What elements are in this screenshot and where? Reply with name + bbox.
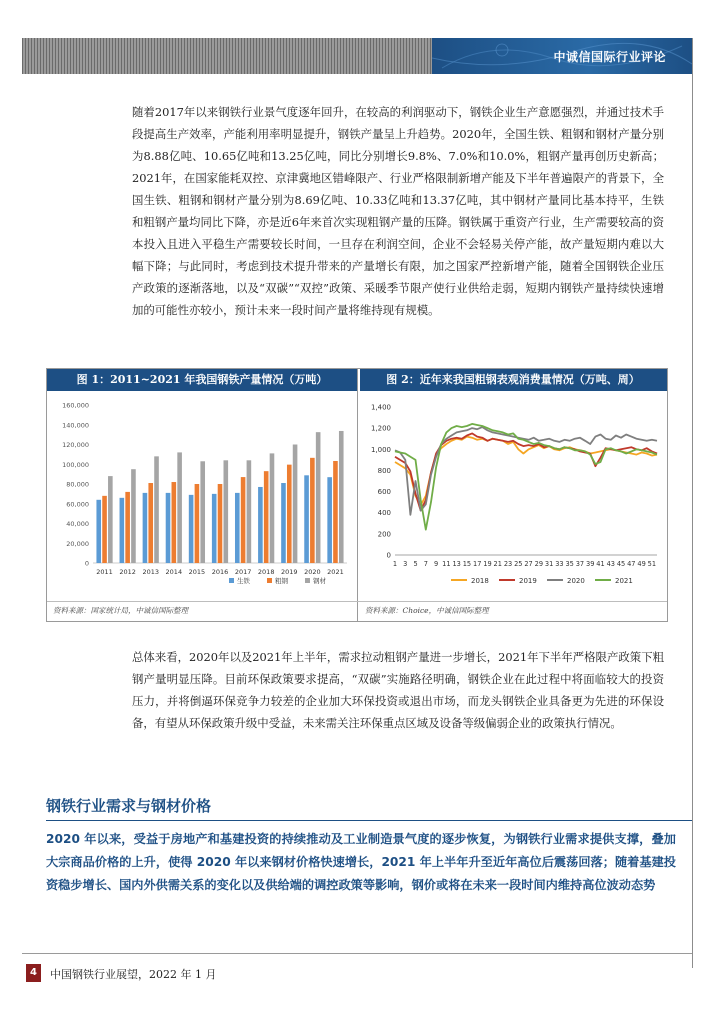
x-tick-label: 2019	[280, 568, 298, 576]
x-tick-label: 2018	[257, 568, 275, 576]
x-tick-label: 13	[452, 560, 461, 568]
figure-divider	[357, 369, 360, 621]
x-tick-label: 27	[524, 560, 533, 568]
y-tick-label: 60,000	[66, 500, 89, 509]
x-tick-label: 19	[483, 560, 492, 568]
y-tick-label: 400	[377, 509, 391, 518]
bar-钢材-2011	[108, 476, 113, 563]
y-tick-label: 160,000	[62, 401, 89, 410]
y-tick-label: 120,000	[62, 441, 89, 449]
series-line-2019	[395, 433, 657, 510]
legend-swatch	[305, 578, 310, 583]
bar-粗钢-2012	[125, 492, 130, 563]
legend-label: 2018	[471, 577, 489, 585]
body-paragraph-1: 随着2017年以来钢铁行业景气度逐年回升，在较高的利润驱动下，钢铁企业生产意愿强烈，并通过技术手段提高生产效率，产能利用率明显提升，钢铁产量呈上升趋势。2020年，全国生铁、粗钢和钢材产量分别为8.88亿吨、10.65亿吨和13.25亿吨，同比分别增长9.8%、7.0%和10.0%，粗钢产量再创历史新高；2021年，在国家能耗双控、京津冀地区错峰限产、行业严格限制新增产能及下半年普遍限产的背景下，全国生铁、粗钢和钢材产量分别为8.69亿吨、10.33亿吨和13.37亿吨，其中钢材产量同比基本持平，生铁和粗钢产量均同比下降，亦是近6年来首次实现粗钢产量的压降。钢铁属于重资产行业，生产需要较高的资本投入且进入平稳生产需要较长时间，一旦存在利润空间，企业不会轻易关停产能，故产量短期内难以大幅下降；与此同时，考虑到技术提升带来的产量增长有限，加之国家严控新增产能，随着全国钢铁企业压产政策的逐渐落地，以及“双碳”“双控”政策、采暖季节限产使行业供给走弱，短期内钢铁产量持续快速增加的可能性亦较小，预计未来一段时间产量将维持现有规模。	[132, 105, 664, 317]
y-tick-label: 600	[377, 488, 391, 497]
x-tick-label: 2013	[142, 568, 160, 576]
legend-label: 2019	[519, 577, 537, 585]
figure-source-rule	[47, 601, 667, 602]
x-tick-label: 31	[544, 560, 554, 568]
y-tick-label: 80,000	[66, 480, 89, 489]
bar-粗钢-2011	[102, 496, 107, 563]
footer-text: 中国钢铁行业展望，2022 年 1 月	[50, 968, 217, 981]
x-tick-label: 9	[433, 560, 439, 568]
x-tick-label: 2016	[211, 568, 229, 576]
x-tick-label: 2021	[327, 568, 344, 576]
x-tick-label: 23	[503, 560, 513, 568]
bar-生铁-2021	[327, 477, 332, 563]
bar-钢材-2014	[177, 452, 182, 563]
x-tick-label: 43	[606, 560, 615, 568]
bar-钢材-2021	[339, 431, 344, 563]
legend-label: 生铁	[237, 577, 250, 585]
footer-rule	[22, 953, 692, 954]
x-tick-label: 5	[413, 560, 418, 568]
x-tick-label: 2017	[234, 568, 252, 576]
legend-label: 粗钢	[275, 577, 288, 585]
header-title: 中诚信国际行业评论	[553, 50, 666, 64]
bar-粗钢-2018	[264, 471, 269, 563]
bar-粗钢-2016	[218, 484, 223, 563]
bar-生铁-2014	[166, 493, 171, 563]
legend-label: 2021	[615, 577, 633, 585]
x-tick-label: 17	[473, 560, 482, 568]
x-tick-label: 2012	[119, 568, 136, 576]
figure-1-chart	[47, 393, 357, 599]
x-tick-label: 15	[462, 560, 472, 568]
x-tick-label: 35	[565, 560, 574, 568]
y-tick-label: 1,400	[370, 403, 391, 412]
bar-生铁-2012	[120, 498, 125, 563]
bar-生铁-2011	[96, 500, 101, 563]
x-tick-label: 11	[442, 560, 451, 568]
body-paragraph-2: 总体来看，2020年以及2021年上半年，需求拉动粗钢产量进一步增长，2021年下半年严格限产政策下粗钢产量明显压降。目前环保政策要求提高，“双碳”实施路径明确，钢铁企业在此过程中将面临较大的投资压力，并将倒逼环保竞争力较差的企业加大环保投资或退出市场，而龙头钢铁企业具备更为先进的环保设备，有望从环保政策升级中受益，未来需关注环保重点区域及设备等级偏弱企业的政策执行情况。	[132, 650, 664, 730]
y-tick-label: 0	[386, 551, 391, 560]
bar-钢材-2018	[270, 453, 275, 563]
y-tick-label: 140,000	[62, 421, 89, 430]
bar-钢材-2017	[247, 460, 252, 563]
x-tick-label: 2011	[96, 568, 113, 576]
y-tick-label: 1,200	[370, 424, 391, 433]
bar-生铁-2018	[258, 487, 263, 563]
y-tick-label: 800	[377, 466, 391, 475]
x-tick-label: 47	[627, 560, 636, 568]
x-tick-label: 2015	[188, 568, 206, 576]
legend-swatch	[229, 578, 234, 583]
y-tick-label: 0	[84, 559, 89, 568]
figure-1-title: 图 1：2011~2021 年我国钢铁产量情况（万吨）	[47, 369, 357, 391]
bar-钢材-2013	[154, 456, 159, 563]
y-tick-label: 200	[377, 530, 391, 539]
section-title: 钢铁行业需求与钢材价格	[46, 797, 212, 815]
bar-粗钢-2019	[287, 465, 292, 563]
bar-粗钢-2021	[333, 461, 338, 563]
bar-生铁-2019	[281, 483, 286, 563]
x-tick-label: 51	[647, 560, 657, 568]
x-tick-label: 3	[403, 560, 408, 568]
x-tick-label: 49	[637, 560, 646, 568]
section-summary: 2020 年以来，受益于房地产和基建投资的持续推动及工业制造景气度的逐步恢复，为钢铁行业需求提供支撑，叠加大宗商品价格的上升，使得 2020 年以来钢材价格快速增长，2021 年上半年升至近年高位后震荡回落；随着基建投资稳步增长、国内外供需关系的变化以及供给端的调控政策等影响，钢价或将在未来一段时间内维持高位波动态势	[46, 832, 676, 892]
bar-粗钢-2017	[241, 477, 246, 563]
bar-生铁-2013	[143, 493, 148, 563]
y-tick-label: 40,000	[66, 520, 89, 528]
x-tick-label: 7	[423, 560, 428, 568]
series-line-2018	[395, 437, 657, 506]
bar-粗钢-2013	[148, 483, 153, 563]
x-tick-label: 33	[555, 560, 564, 568]
bar-粗钢-2015	[195, 484, 200, 563]
bar-钢材-2015	[200, 461, 205, 563]
bar-钢材-2016	[224, 460, 229, 563]
x-tick-label: 25	[514, 560, 523, 568]
bar-钢材-2020	[316, 432, 321, 563]
y-tick-label: 1,000	[370, 445, 391, 454]
bar-粗钢-2020	[310, 458, 315, 563]
figure-2-chart	[361, 393, 665, 599]
x-tick-label: 39	[586, 560, 595, 568]
x-tick-label: 29	[534, 560, 544, 568]
bar-生铁-2017	[235, 493, 240, 563]
figure-2-title: 图 2：近年来我国粗钢表观消费量情况（万吨、周）	[359, 369, 667, 391]
bar-钢材-2019	[293, 445, 298, 564]
x-tick-label: 45	[616, 560, 626, 568]
y-tick-label: 100,000	[62, 460, 89, 469]
figure-1-source: 资料来源：国家统计局，中诚信国际整理	[53, 606, 188, 615]
bar-生铁-2015	[189, 495, 194, 563]
side-rule	[692, 38, 693, 968]
bar-生铁-2016	[212, 494, 217, 563]
bar-生铁-2020	[304, 475, 309, 563]
figure-2-source: 资料来源：Choice，中诚信国际整理	[365, 606, 489, 615]
bar-钢材-2012	[131, 469, 136, 563]
x-tick-label: 2014	[165, 568, 183, 576]
x-tick-label: 37	[575, 560, 585, 568]
page-number: 4	[26, 964, 41, 982]
legend-label: 2020	[567, 577, 585, 585]
legend-label: 钢材	[313, 577, 326, 585]
bar-粗钢-2014	[172, 482, 177, 563]
y-tick-label: 20,000	[66, 539, 89, 548]
x-tick-label: 21	[493, 560, 502, 568]
x-tick-label: 1	[392, 560, 398, 568]
x-tick-label: 2020	[304, 568, 321, 576]
x-tick-label: 41	[596, 560, 605, 568]
figure-panel	[46, 368, 668, 622]
header-banner	[432, 38, 692, 74]
legend-swatch	[267, 578, 272, 583]
section-rule	[46, 820, 692, 821]
